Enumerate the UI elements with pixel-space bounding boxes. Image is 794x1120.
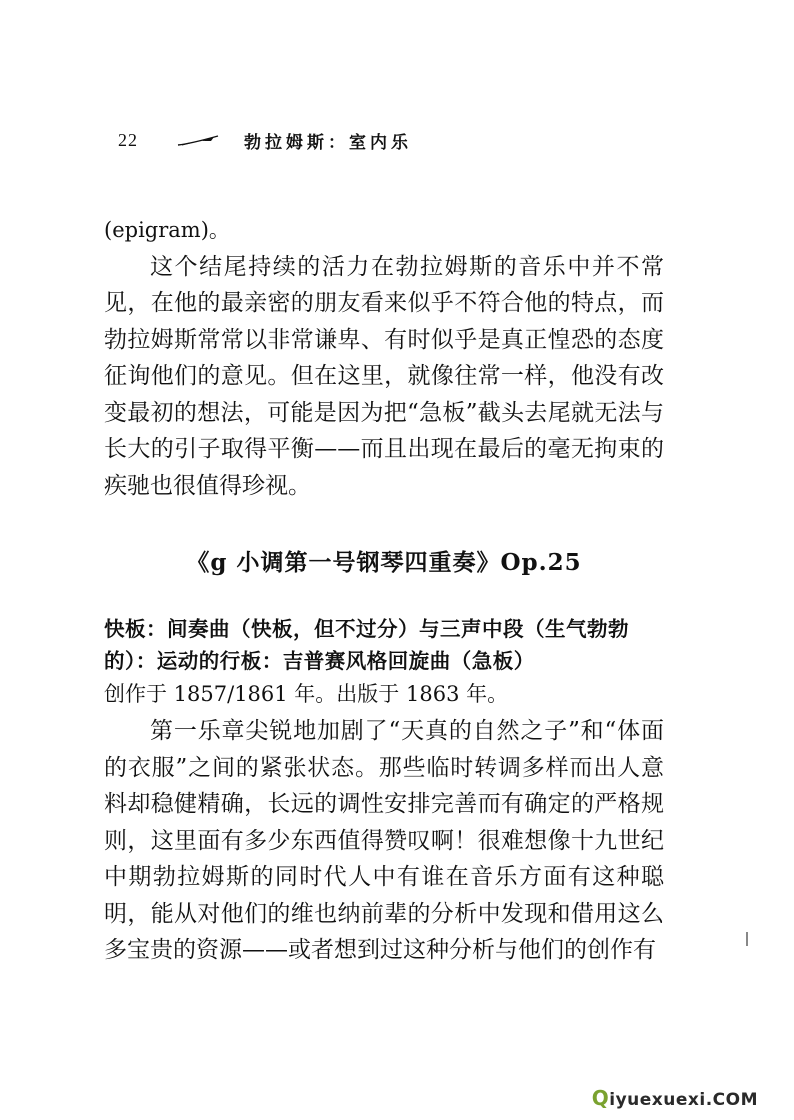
movement-list: 快板：间奏曲（快板，但不过分）与三声中段（生气勃勃的）：运动的行板：吉普赛风格回旋曲（急板）: [104, 617, 629, 673]
running-title: 勃拉姆斯：室内乐: [244, 133, 412, 153]
watermark-text: iyuexuexi.COM: [609, 1090, 758, 1110]
composition-dates: 创作于 1857/1861 年。出版于 1863 年。: [104, 682, 509, 706]
page-number: 22: [118, 130, 138, 150]
section-heading: 《g 小调第一号钢琴四重奏》Op.25: [186, 549, 582, 576]
body-paragraph: 这个结尾持续的活力在勃拉姆斯的音乐中并不常见，在他的最亲密的朋友看来似乎不符合他的特点，而勃拉姆斯常常以非常谦卑、有时似乎是真正惶恐的态度征询他们的意见。但在这里，就像往常一样，他没有改变最初的想法，可能是因为把“急板”截头去尾就无法与长大的引子取得平衡——而且出现在最后的毫无拘束的疾驰也很值得珍视。: [104, 253, 664, 499]
watermark-prefix: Q: [591, 1086, 610, 1110]
site-watermark: [592, 1086, 758, 1110]
continued-line: (epigram)。: [104, 218, 230, 242]
page-body: [104, 212, 664, 969]
quill-flourish-icon: [176, 134, 220, 148]
running-header: [118, 128, 412, 153]
margin-mark: [746, 932, 748, 946]
body-paragraph: 第一乐章尖锐地加剧了“天真的自然之子”和“体面的衣服”之间的紧张状态。那些临时转调多样而出人意料却稳健精确，长远的调性安排完善而有确定的严格规则，这里面有多少东西值得赞叹啊！很难想像十九世纪中期勃拉姆斯的同时代人中有谁在音乐方面有这种聪明，能从对他们的维也纳前辈的分析中发现和借用这么多宝贵的资源——或者想到过这种分析与他们的创作有: [104, 718, 664, 963]
